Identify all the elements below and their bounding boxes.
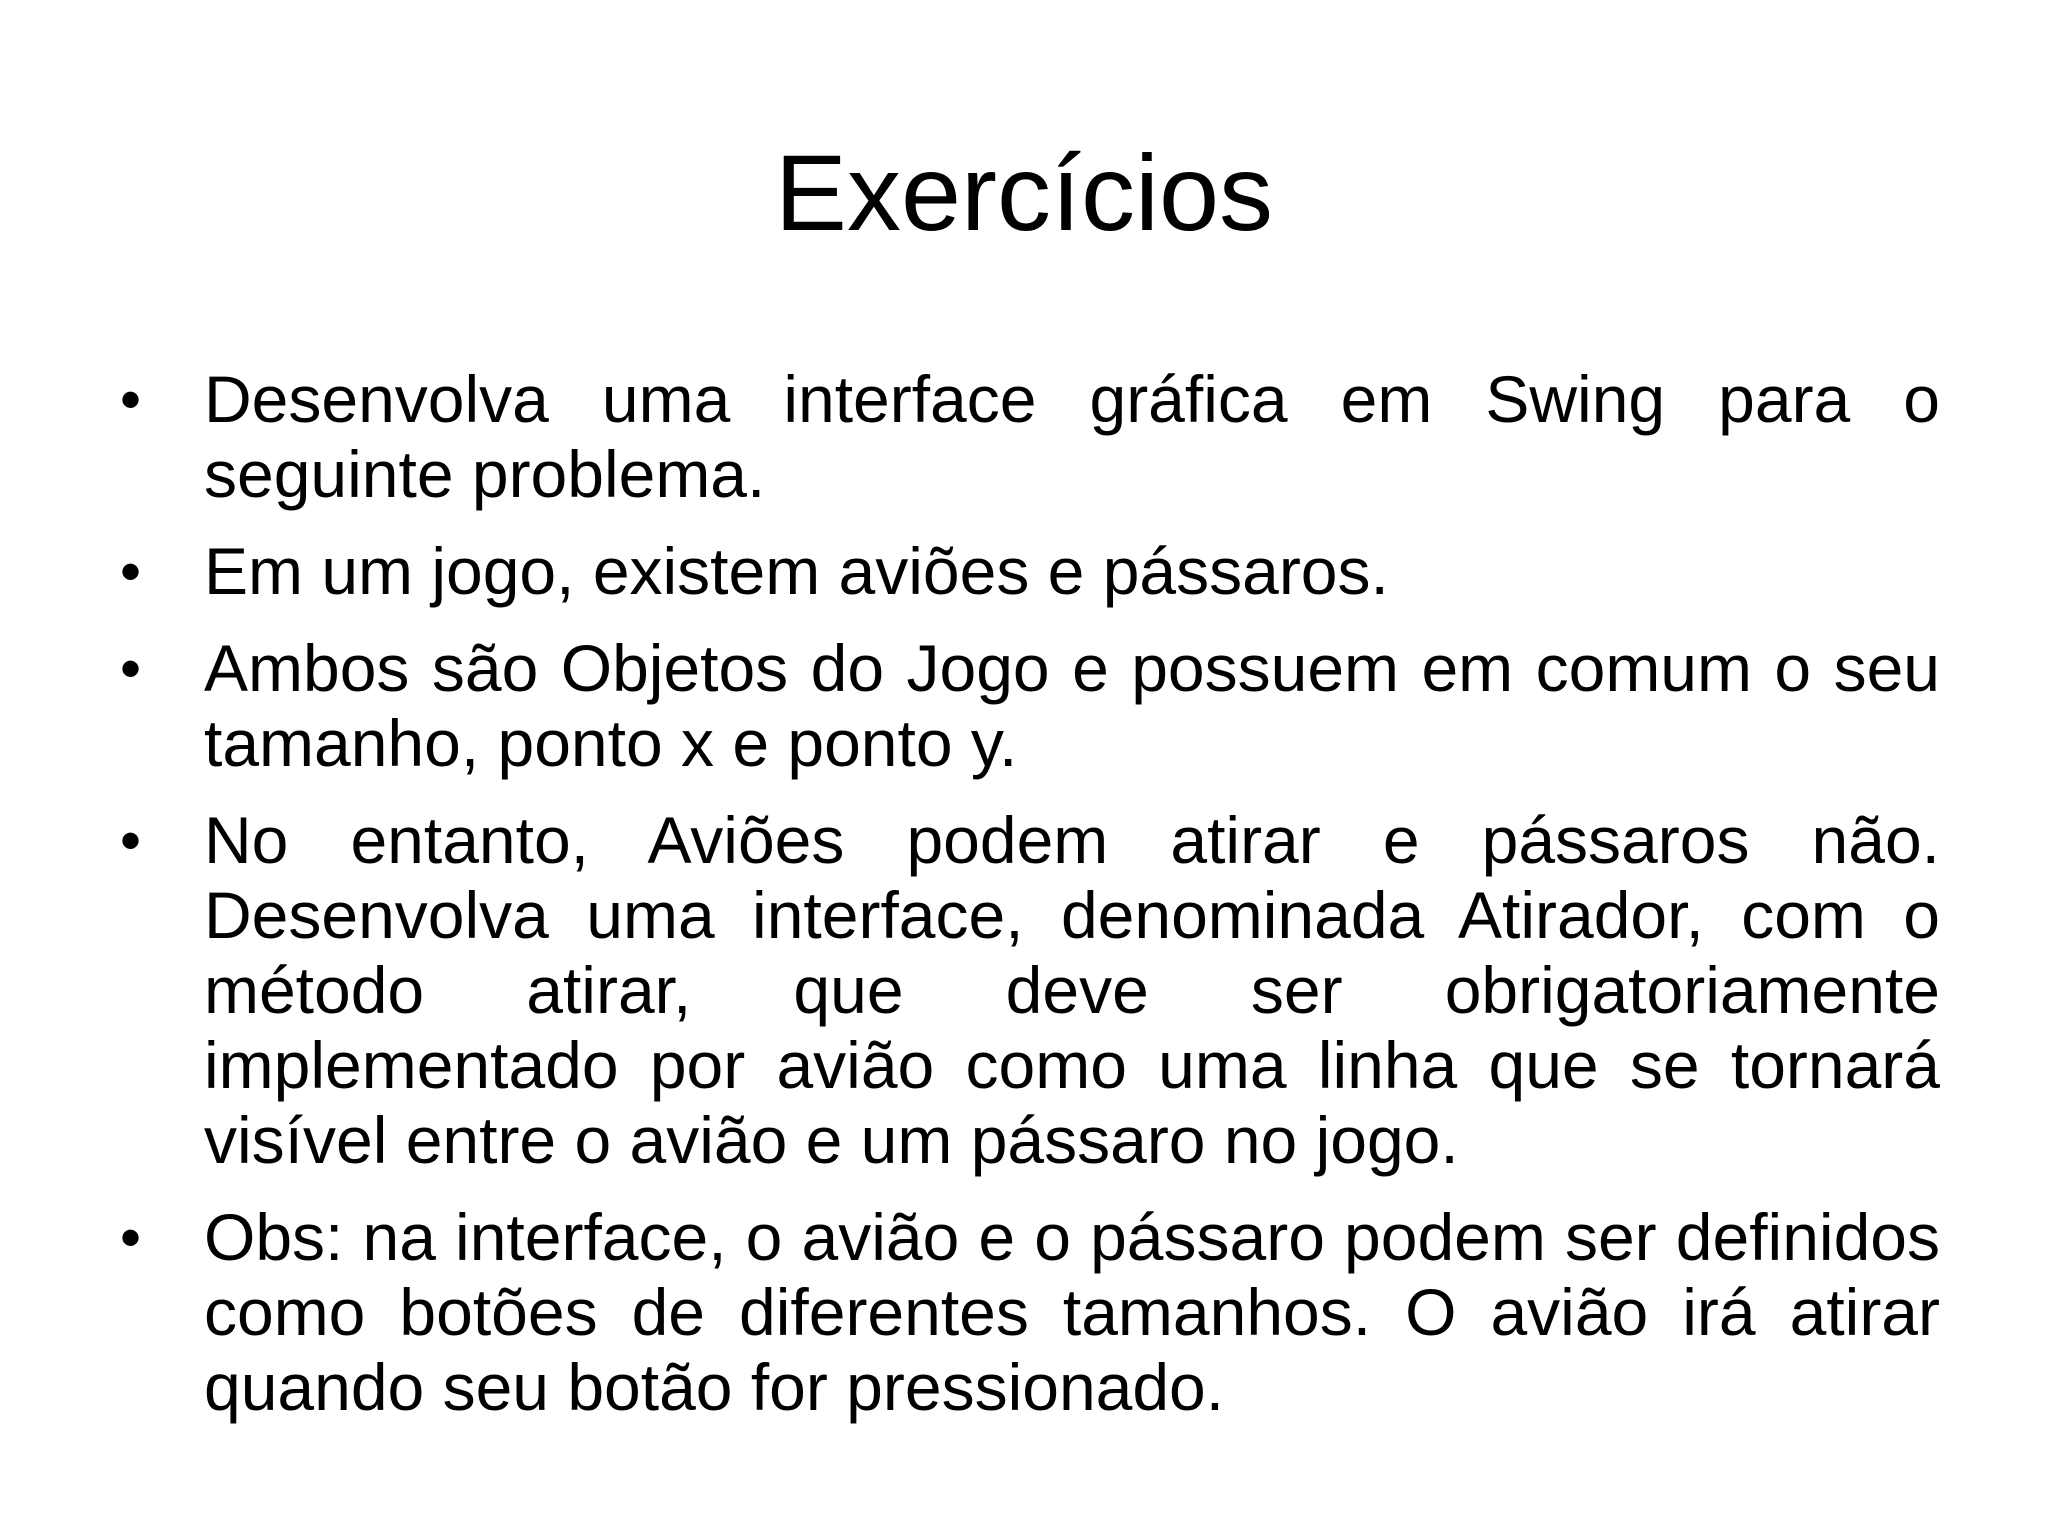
bullet-icon: • bbox=[120, 366, 142, 433]
bullet-text: Em um jogo, existem aviões e pássaros. bbox=[204, 534, 1389, 608]
bullet-item-5 bbox=[120, 1200, 1940, 1425]
bullet-item-1 bbox=[120, 362, 1940, 512]
bullet-icon: • bbox=[120, 635, 142, 702]
bullet-item-3 bbox=[120, 631, 1940, 781]
bullet-text: Ambos são Objetos do Jogo e possuem em comum o seu tamanho, ponto x e ponto y. bbox=[204, 631, 1940, 780]
bullet-icon: • bbox=[120, 807, 142, 874]
bullet-text: Obs: na interface, o avião e o pássaro podem ser definidos como botões de diferentes tamanhos. O avião irá atirar quando seu botão for pressionado. bbox=[204, 1200, 1940, 1424]
bullet-text: No entanto, Aviões podem atirar e pássaros não. Desenvolva uma interface, denominada Atirador, com o método atirar, que deve ser obrigatoriamente implementado por avião como uma linha que se tornará visível entre o avião e um pássaro no jogo. bbox=[204, 803, 1940, 1177]
bullet-icon: • bbox=[120, 538, 142, 605]
bullet-icon: • bbox=[120, 1204, 142, 1271]
slide-title: Exercícios bbox=[774, 132, 1274, 253]
bullet-item-2 bbox=[120, 534, 1940, 609]
bullet-list bbox=[120, 362, 1940, 1447]
bullet-text: Desenvolva uma interface gráfica em Swing para o seguinte problema. bbox=[204, 362, 1940, 511]
bullet-item-4 bbox=[120, 803, 1940, 1178]
